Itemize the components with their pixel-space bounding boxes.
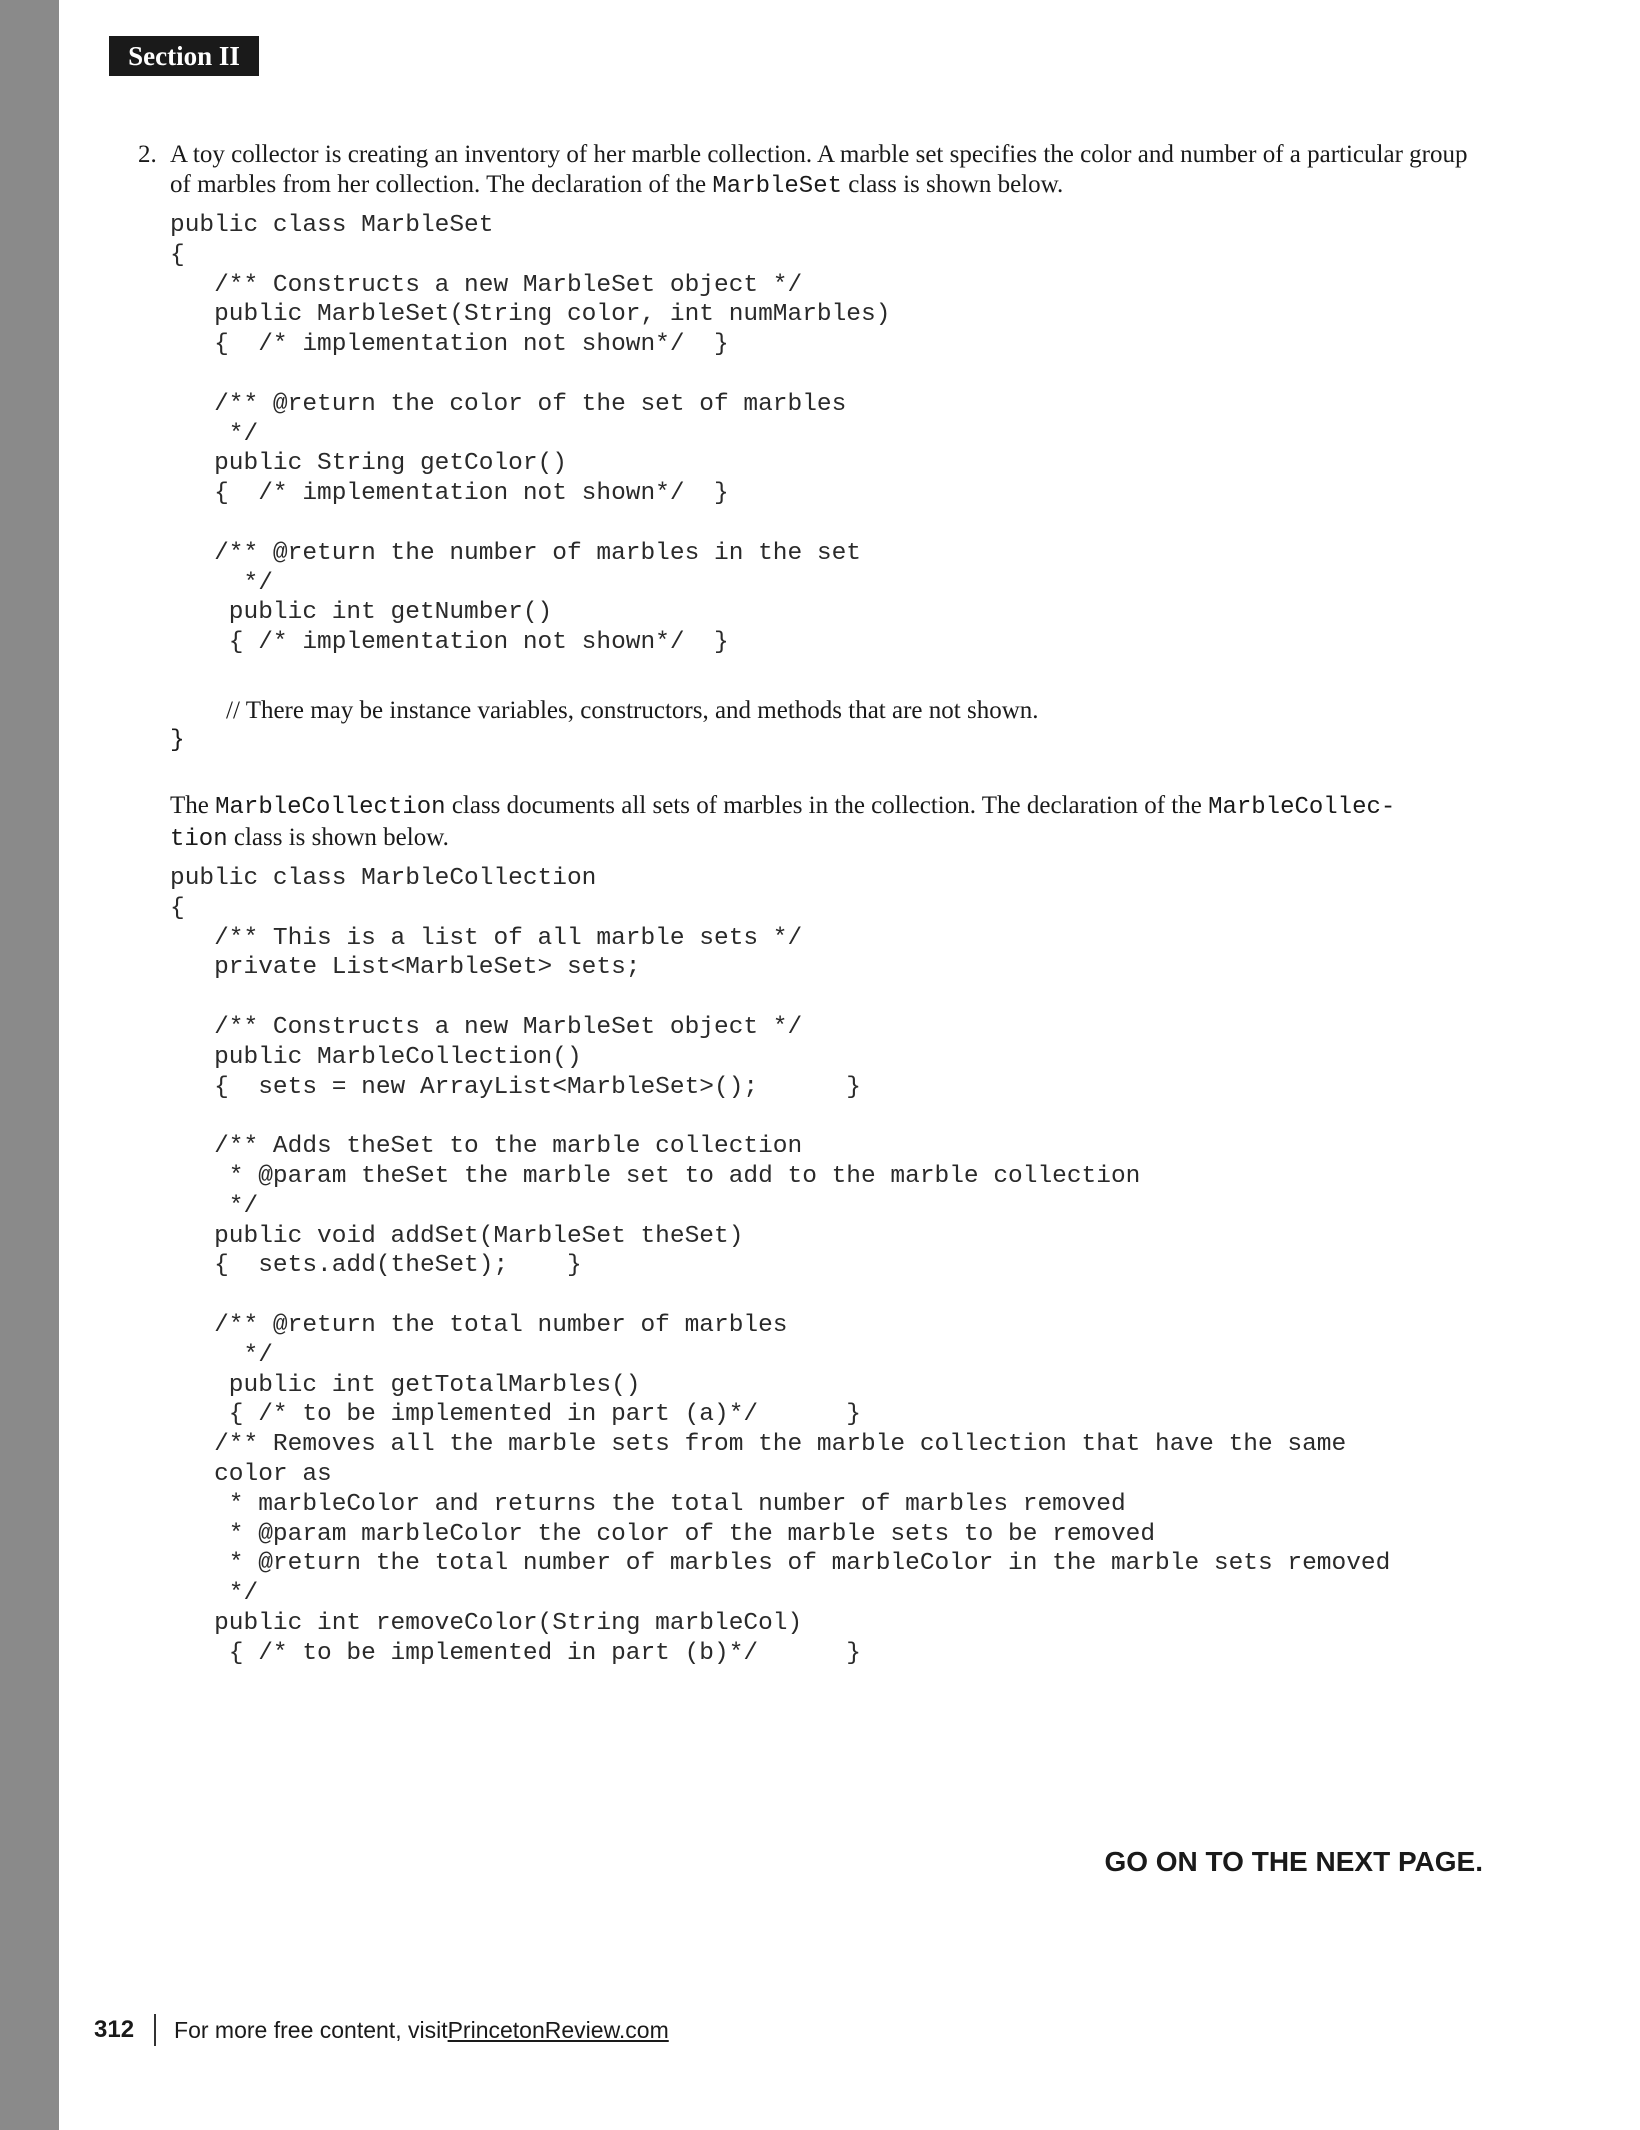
footer-link[interactable]: PrincetonReview.com [447,2016,669,2043]
intro-class-name: MarbleSet [712,173,843,200]
section-tab [109,36,259,76]
collection-text-after: class is shown below. [227,824,449,851]
page-footer [94,2013,669,2047]
marblecollection-code-block: public class MarbleCollection { /** This is a list of all marble sets */ private List<MarbleSet> sets; /** Constructs a new MarbleSet object */ public MarbleCollection() { sets = new ArrayList<MarbleSet>(); } /** Adds theSet to the marble collection * @param theSet the marble set to add to the marble collection */ public void addSet(MarbleSet theSet) { sets.add(theSet); } /** @return the total number of marbles */ public int getTotalMarbles() { /* to be implemented in part (a)*/ } /** Removes all the marble sets from the marble collection that have the same color as * marbleColor and returns the total number of marbles removed * @param marbleColor the color of the marble sets to be removed * @return the total number of marbles of marbleColor in the marble sets removed */ public int removeColor(String marbleCol) { /* to be implemented in part (b)*/ } [170,865,1391,1667]
collection-class-name-part2: tion [170,826,228,853]
collection-text-before: The [170,792,216,819]
marbleset-note: // There may be instance variables, constructors, and methods that are not shown. [226,697,1039,724]
collection-class-name-part1: MarbleCollec- [1208,794,1396,821]
footer-text: For more free content, visit [174,2016,448,2043]
footer-divider [154,2014,156,2046]
section-tab-label: Section II [128,40,240,71]
question-number: 2. [138,141,157,168]
collection-intro [170,791,1480,855]
intro-text-after: class is shown below. [842,171,1064,198]
go-on-notice: GO ON TO THE NEXT PAGE. [1104,1846,1483,1877]
page-number: 312 [94,2016,135,2043]
page-edge-bar [0,0,59,2130]
collection-text-mid: class documents all sets of marbles in the collection. The declaration of the [445,792,1209,819]
marbleset-closing-brace: } [170,727,185,754]
collection-class-name: MarbleCollection [215,794,446,821]
marbleset-code-block: public class MarbleSet { /** Constructs a new MarbleSet object */ public MarbleSet(String color, int numMarbles) { /* implementation not shown*/ } /** @return the color of the set of marbles */ public String getColor() { /* implementation not shown*/ } /** @return the number of marbles in the set */ public int getNumber() { /* implementation not shown*/ } [170,212,891,657]
intro-text-before: A toy collector is creating an inventory of her marble collection. A marble set specifies the color and number of a particular group of marbles from her collection. The declaration of the [170,141,1468,198]
question-intro [170,140,1480,202]
